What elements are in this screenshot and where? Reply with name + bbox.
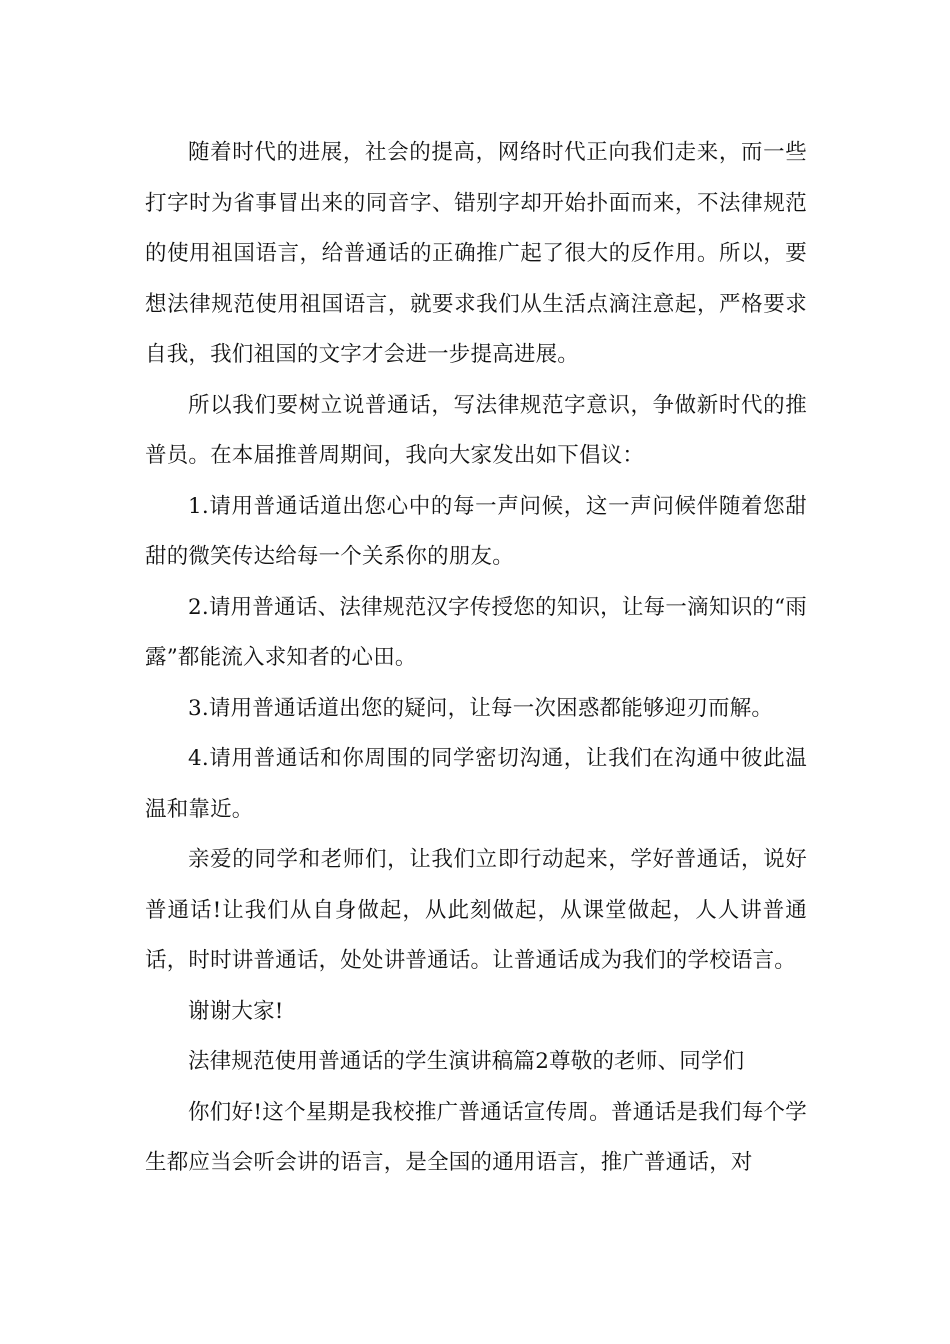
paragraph-thanks: 谢谢大家! <box>188 998 284 1024</box>
paragraph-section-heading: 法律规范使用普通话的学生演讲稿篇2尊敬的老师、同学们 <box>188 1049 745 1074</box>
paragraph-proposal-1: 1.请用普通话道出您心中的每一声问候，这一声问候伴随着您甜甜的微笑传达给每一个关系你的朋友。 <box>145 493 807 569</box>
paragraph-appeal: 亲爱的同学和老师们，让我们立即行动起来，学好普通话，说好普通话!让我们从自身做起，从此刻做起，从课堂做起，人人讲普通话，时时讲普通话，处处讲普通话。让普通话成为我们的学校语言。 <box>145 847 807 973</box>
paragraph-intro: 随着时代的进展，社会的提高，网络时代正向我们走来，而一些打字时为省事冒出来的同音字、错别字却开始扑面而来，不法律规范的使用祖国语言，给普通话的正确推广起了很大的反作用。所以，要想法律规范使用祖国语言，就要求我们从生活点滴注意起，严格要求自我，我们祖国的文字才会进一步提高进展。 <box>145 140 807 367</box>
paragraph-call-to-action: 所以我们要树立说普通话，写法律规范字意识，争做新时代的推普员。在本届推普周期间，我向大家发出如下倡议： <box>145 392 807 468</box>
paragraph-proposal-4: 4.请用普通话和你周围的同学密切沟通，让我们在沟通中彼此温温和靠近。 <box>145 746 807 822</box>
paragraph-proposal-2: 2.请用普通话、法律规范汉字传授您的知识，让每一滴知识的“雨露”都能流入求知者的心田。 <box>145 594 807 670</box>
document-body <box>145 128 807 1189</box>
paragraph-proposal-3: 3.请用普通话道出您的疑问，让每一次困惑都能够迎刃而解。 <box>188 695 774 721</box>
paragraph-speech-2-opening: 你们好!这个星期是我校推广普通话宣传周。普通话是我们每个学生都应当会听会讲的语言，是全国的通用语言，推广普通话，对 <box>145 1099 807 1175</box>
